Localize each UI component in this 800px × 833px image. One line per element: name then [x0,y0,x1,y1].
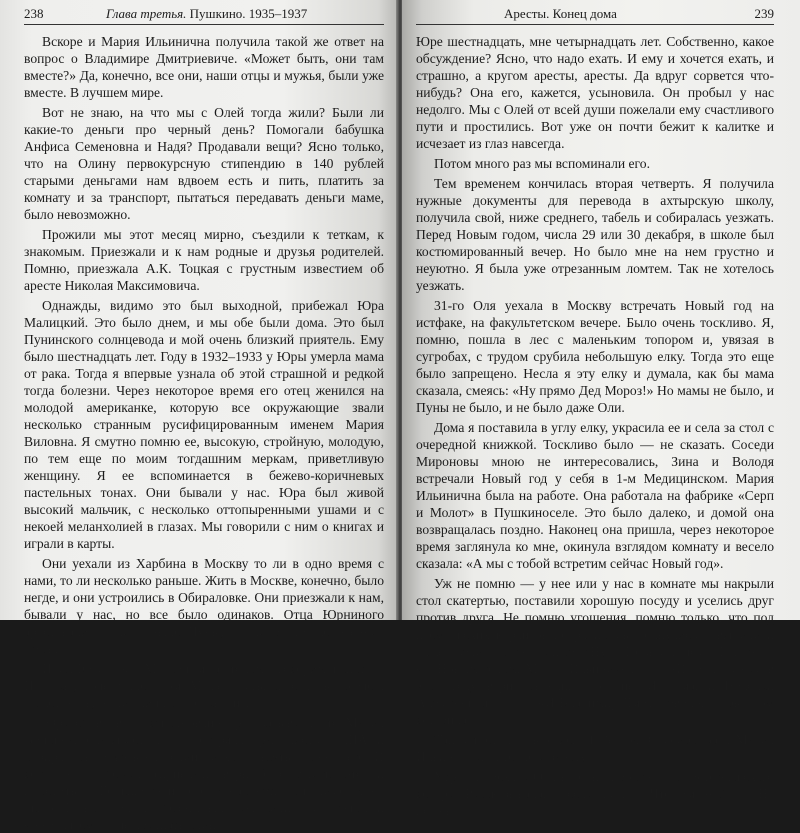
left-page [0,0,398,832]
section-title: Аресты. Конец дома [504,6,617,21]
left-page-number: 238 [24,6,44,21]
right-page-number: 239 [754,6,774,21]
left-running-header [24,4,384,25]
paragraph: Вот не знаю, на что мы с Олей тогда жили? Были ли какие-то деньги про черный день? Помогали бабушка Анфиса Семеновна и Надя? Продавали вещи? Ясно только, что на Олину первокурсную стипендию в 140 рублей старыми деньгами нам вдвоем есть и пить, платить за комнату и за транспорт, пытаться передавать деньги маме, было невозможно. [24,105,384,222]
left-page-text [24,33,384,833]
right-running-header [416,4,774,25]
paragraph: Они уехали из Харбина в Москву то ли в одно время с нами, то ли несколько раньше. Жить в Москве, конечно, было негде, и они устроились в Обираловке. Они приезжали к нам, бывали у нас, но все было одинаков. Отца Юрниного арестовали то ли раньше Пуны, то ли в эти же осенние месяцы. [24,556,384,656]
paragraph: Утром приехала Оля в полном восторге от истфаковского вечера. Рассказывала, рассказывала... Что именно? — Не помню. [416,769,774,818]
paragraph: Вскоре и Мария Ильинична получила такой же ответ на вопрос о Владимире Дмитриевиче. «Может быть, они там вместе?» Да, конечно, все они, наши отцы и мужья, были уже вместе. В лучшем мире. [24,34,384,100]
paragraph: Уж не помню — у нее или у нас в комнате мы накрыли стол скатертью, поставили хорошую посуду и уселись друг против друга. Не помню угощения, помню только, что под кремлевских курантов по радио мы чокнулись и выпили и даже съели что-то сладкое. «Ну, с Новым годом, Лиля!» — «С Новым годом, Мария Ильинична!» — «И пусть к нам в этом году вернутся наши дорогие. И мама, и Николай Александрович». — «И Владимир Дмитриевич», — бы эхом вставила я. [416,576,774,727]
paragraph: И вот Юра у нас. Мы сидим за столом и говорим шепотом. Не знаю, почему шепотом. Может быть, опасались соседей, может быть, были слишком подавлены. [24,661,384,710]
paragraph: Однажды, видимо это был выходной, прибежал Юра Малицкий. Это было днем, и мы обе были дома. Это был Пунинского солнцевода и мой очень близкий приятель. Ему было шестнадцать лет. Году в 1932–1933 у Юры умерла мама от рака. Тогда я впервые узнала об этой страшной и редкой тогда болезни. Через некоторое время его отец женился на молодой американке, которую все окружающие звали несколько странным русифицированным именем Мария Виловна. Я смутно помню ее, высокую, стройную, молодую, по тем еще по моим тогдашним меркам, приветливую женщину. Я ее вспоминается в бежево-коричневых пастельных тонах. Они бывали у нас. Юра был живой высокий мальчик, с несколько оттопыренными ушами и с некоей меланхолией в глазах. Мы говорили с ним о книгах и играли в карты. [24,298,384,551]
paragraph: 31-го Оля уехала в Москву встречать Новый год на истфаке, на факультетском вечере. Было очень тоскливо. Я, помню, пошла в лес с маленьким топором и, увязая в сугробах, с трудом срубила небольшую елку. Тогда это еще было запрещено. Несла я эту елку и думала, как бы мама сказала, смеясь: «Ну прямо Дед Мороз!» Но мамы не было, и Пуны не было, и не было даже Оли. [416,298,774,415]
paragraph: Тем временем кончилась вторая четверть. Я получила нужные документы для перевода в ахтырскую школу, получила свой, ниже среднего, табель и собиралась уезжать. Перед Новым годом, числа 29 или 30 декабря, в школе был костюмированный вечер. Но было мне на нем грустно и неуютно. Я была уже отрезанным ломтем. Так не хотелось уезжать. [416,176,774,293]
paragraph: Юре шестнадцать, мне четырнадцать лет. Собственно, какое обсуждение? Ясно, что надо ехать. И ему и хочется ехать, и страшно, а кругом аресты, аресты. Да вдруг сорвется что-нибудь? Она его, кажется, усыновила. Он пробыл у нас недолго. Мы с Олей от всей души пожелали ему счастливого пути и простились. Вот уже он почти бежит к калитке и исчезает из глаз навсегда. [416,34,774,151]
left-header-title [106,5,307,23]
paragraph: Потом много раз мы вспоминали его. [434,156,650,171]
chapter-title: Пушкино. 1935–1937 [189,6,308,21]
paragraph: Юра сбивчиво и взволнованно рассказывает, что Мария Виловна, оказывается, не потеряла гражданства США и собирается уезжать на родину и хочет взять с собой его. И вот он прибежал (приехал, вернее) обсудить это и проститься. Больше-то никого у нас нет, по-видимому, не было. И вот сидим «безотцовщина», сидим за столом и «обсуждаем». Оле двадцать один [24,715,384,832]
right-page [402,0,800,818]
right-page-text [416,33,774,819]
paragraph: Прожили мы этот месяц мирно, съездили к теткам, к знакомым. Приезжали и к нам родные и друзья родителей. Помню, приезжала А.К. Тоцкая с грустным известием об аресте Николая Максимовича. [24,227,384,293]
chapter-label: Глава третья. [106,6,187,21]
paragraph: Так встретили мы с нею 1938 год. Спасибо Вам, Мария Ильинична, за тепло и заботу. [416,732,774,764]
paragraph: Дома я поставила в углу елку, украсила ее и села за стол с очередной книжкой. Тоскливо было — не сказать. Соседи Мироновы мною не интересовались, Зина и Володя встречали Новый год у себя в 1-м Медицинском. Мария Ильинична была на работе. Она работала на фабрике «Серп и Молот» в Пушкиноселе. Это было далеко, и домой она возвращалась поздно. Наконец она пришла, через некоторое время заглянула ко мне, окинула взглядом комнату и весело сказала: «А мы с тобой встретим сейчас Новый год». [416,420,774,571]
